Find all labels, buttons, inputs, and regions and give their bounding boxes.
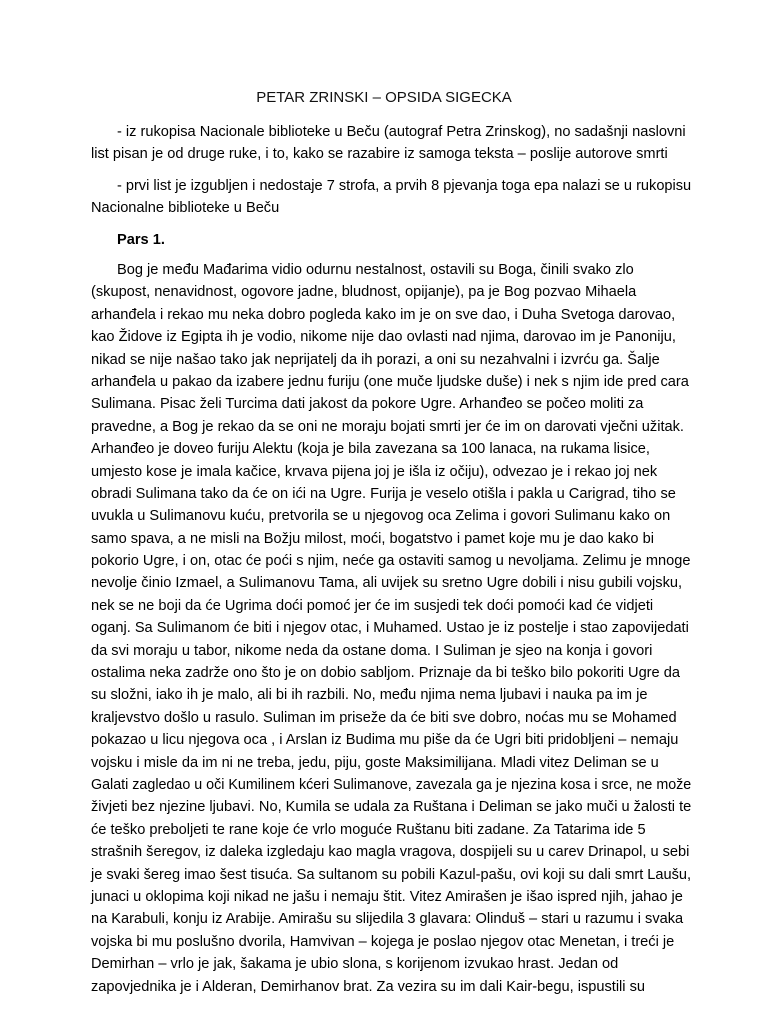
text-line: uvukla u Sulimanovu kuću, pretvorila se u njegovog oca Zelima i govori Sulimanu kako on — [91, 508, 671, 525]
text-line: ostalima neka zadrže ono što je on dobio sabljom. Priznaje da bi teško bilo pokoriti Ugre da — [91, 665, 680, 682]
text-line: da svi moraju u tabor, nikome neda da ostane doma. I Suliman je sjeo na konja i govori — [91, 642, 653, 659]
text-line: su složni, iako ih je malo, ali bi ih razbili. No, među njima nema ljubavi i nauka pa im je — [91, 687, 648, 704]
text-line: pokorio Ugre, i on, otac će poći s njim, neće ga ostaviti samog u nevoljama. Zelimu je mnoge — [91, 553, 691, 570]
text-line: živjeti bez njezine ljubavi. No, Kumila se udala za Ruštana i Deliman se jako muči u žalosti te — [91, 799, 692, 816]
text-line: oganj. Sa Sulimanom će biti i njegov otac, i Muhamed. Ustao je iz postelje i stao zapovijedati — [91, 620, 689, 637]
text-line: pokazao u licu njegova oca , i Arslan iz Budima mu piše da će Ugri biti pridobljeni – nemaju — [91, 732, 679, 749]
text-line: list pisan je od druge ruke, i to, kako se razabire iz samoga teksta – poslije autorove smrti — [91, 146, 668, 163]
text-line: pravedne, a Bog je rekao da se oni ne moraju bojati smrti jer će im on darovati vječni užitak. — [91, 418, 684, 435]
text-line: strašnih šeregov, iz daleka izgledaju kao magla vragova, dospijeli su u carev Drinapol, u sebi — [91, 844, 690, 861]
text-line: kraljevstvo došlo u rasulo. Suliman im priseže da će biti sve dobro, noćas mu se Mohamed — [91, 709, 677, 726]
text-line: Sulimana. Pisac želi Turcima dati jakost da pokore Ugre. Arhanđeo se počeo moliti za — [91, 396, 644, 413]
text-line: na Karabuli, konju iz Arabije. Amirašu su slijedila 3 glavara: Olinduš – stari u razumu i svaka — [91, 911, 684, 928]
text-line: arhanđela i rekao mu neka dobro pogleda kako im je on sve dao, i Duha Svetoga darovao, — [91, 306, 676, 323]
text-line: - prvi list je izgubljen i nedostaje 7 strofa, a prvih 8 pjevanja toga epa nalazi se u rukopisu — [116, 178, 692, 194]
text-line: će teško preboljeti te rane koje će vrlo moguće Ruštanu biti zadane. Za Tatarima ide 5 — [91, 821, 646, 838]
text-line: obradi Sulimana tako da će on ići na Ugre. Furija je veselo otišla i pakla u Carigrad, tiho se — [91, 485, 676, 502]
text-line: je svaki šereg imao šest tisuća. Sa sultanom su pobili Kazul-pašu, ovi koji su dali smrt Laušu, — [91, 866, 692, 883]
body-paragraph — [91, 259, 691, 998]
note-paragraph-2 — [91, 175, 691, 220]
text-line: vojsku i misle da im ni ne treba, jedu, piju, goste Maksimilijana. Mladi vitez Deliman se u — [91, 754, 659, 771]
text-line: junaci u oklopima koji nikad ne jašu i nemaju štit. Vitez Amirašen je išao ispred njih, jahao je — [91, 888, 683, 905]
text-line: Galati zagledao u oči Kumilinem kćeri Sulimanove, zavezala ga je njezina kosa i srce, ne može — [91, 776, 692, 793]
text-line: Nacionalne biblioteke u Beču — [91, 200, 280, 217]
text-line: nikad se nije našao tako jak neprijatelj da ih porazi, a oni su nezahvalni i izvrću ga. Šalje — [91, 351, 660, 368]
text-line: (skupost, nenavidnost, ogovore jadne, bludnost, opijanje), pa je Bog pozvao Mihaela — [91, 284, 637, 301]
text-line: kao Židove iz Egipta ih je vodio, nikome nije dao ovlasti nad njima, darovao im je Panoniju, — [91, 329, 676, 346]
section-heading: Pars 1. — [117, 232, 165, 248]
text-line: samo spava, a ne misli na Božju milost, moći, bogatstvo i pamet koje mu je dao kako bi — [91, 530, 654, 547]
text-line: Arhanđeo je doveo furiju Alektu (koja je bila zavezana sa 100 lanaca, na rukama lisice, — [91, 441, 650, 458]
document-title: PETAR ZRINSKI – OPSIDA SIGECKA — [256, 89, 512, 106]
text-line: arhanđela u pakao da izabere jednu furiju (one muče ljudske duše) i nek s njim ide pred cara — [91, 373, 689, 390]
text-line: Bog je među Mađarima vidio odurnu nestalnost, ostavili su Boga, činili svako zlo — [117, 262, 634, 278]
text-line: vojska bi mu poslušno dvorila, Hamvivan – kojega je poslao njegov otac Menetan, i treći je — [91, 933, 675, 950]
text-line: zapovjednika je i Alderan, Demirhanov brat. Za vezira su im dali Kair-begu, ispustili su — [91, 978, 646, 995]
text-line: umjesto kose je imala kačice, krvava pijena joj je išla iz očiju), odvezao je i rekao joj nek — [91, 463, 658, 480]
text-line: nevolje činio Izmael, a Sulimanovu Tama, ali uvijek su sretno Ugre dobili i nisu gubili vojsku, — [91, 575, 683, 592]
text-line: - iz rukopisa Nacionale biblioteke u Beču (autograf Petra Zrinskog), no sadašnji naslovni — [117, 124, 686, 140]
text-line: Demirhan – vrlo je jak, šakama je ubio slona, s korijenom izvukao hrast. Jedan od — [91, 956, 619, 973]
note-paragraph-1 — [91, 121, 691, 166]
text-line: nek se ne boji da će Ugrima doći pomoć jer će im susjedi tek doći pomoći kad će vidjeti — [91, 597, 654, 614]
